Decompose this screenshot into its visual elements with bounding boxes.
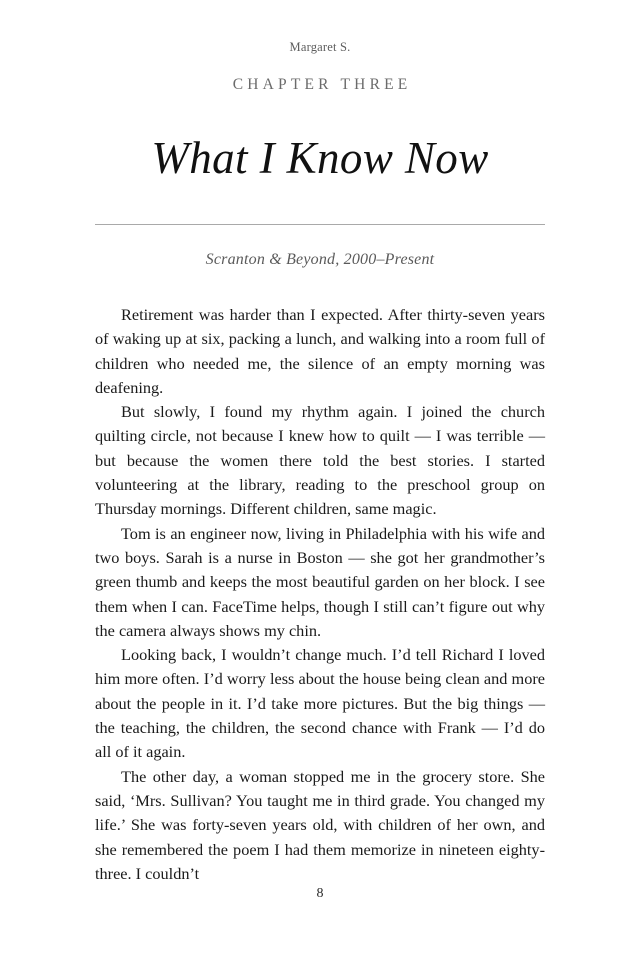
title-divider-rule [95,224,545,225]
page-number: 8 [316,886,324,901]
body-paragraph: The other day, a woman stopped me in the grocery store. She said, ‘Mrs. Sullivan? You taught me in third grade. You changed my life.’ She was forty-seven years old, with children of her own, and she remembered the poem I had them memorize in nineteen eighty-three. I couldn’t [95,766,545,883]
body-paragraph: But slowly, I found my rhythm again. I joined the church quilting circle, not because I knew how to quilt — I was terrible — but because the women there told the best stories. I started volunteering at the library, reading to the preschool group on Thursday mornings. Different children, same magic. [95,402,545,519]
chapter-label: CHAPTER THREE [232,76,412,93]
body-text [95,303,545,886]
page-title: What I Know Now [151,133,489,183]
body-paragraph: Looking back, I wouldn’t change much. I’d tell Richard I loved him more often. I’d worry less about the house being clean and more about the people in it. I’d take more pictures. But the big things — the teaching, the children, the second chance with Frank — I’d do all of it again. [95,645,545,762]
chapter-subtitle: Scranton & Beyond, 2000–Present [205,251,435,268]
body-paragraph: Tom is an engineer now, living in Philadelphia with his wife and two boys. Sarah is a nurse in Boston — she got her grandmother’s green thumb and keeps the most beautiful garden on her block. I see them when I can. FaceTime helps, though I still can’t figure out why the camera always shows my chin. [95,523,545,640]
body-paragraph: Retirement was harder than I expected. After thirty-seven years of waking up at six, packing a lunch, and walking into a room full of children who needed me, the silence of an empty morning was deafening. [95,305,545,397]
running-head: Margaret S. [289,40,351,54]
